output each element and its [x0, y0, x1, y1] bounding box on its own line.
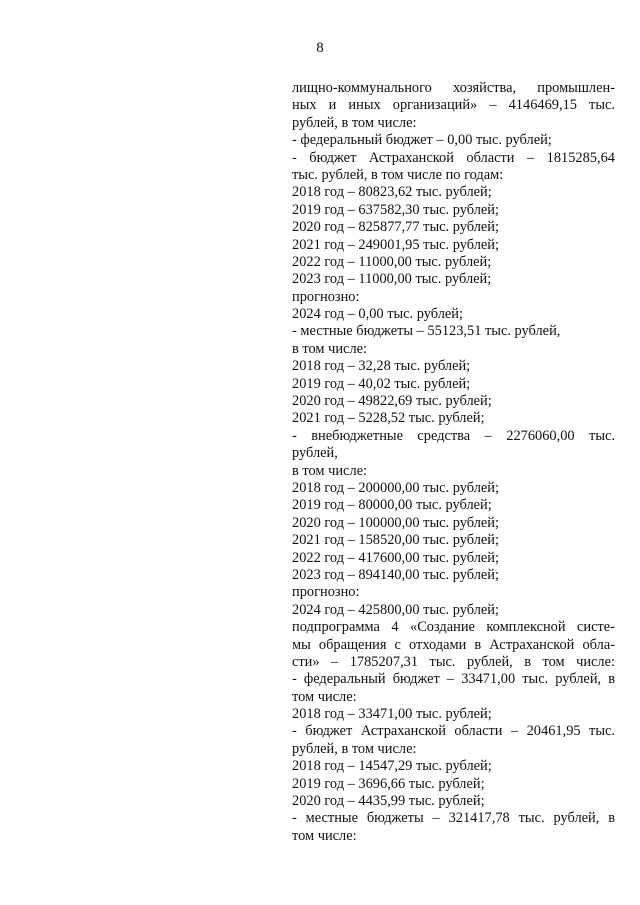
text-line: 2019 год – 80000,00 тыс. рублей; — [292, 497, 492, 514]
text-line: лищно-коммунального хозяйства, промышлен- — [292, 80, 615, 96]
text-line: - федеральный бюджет – 0,00 тыс. рублей; — [292, 132, 552, 149]
text-line: в том числе: — [292, 340, 368, 357]
text-line: 2024 год – 425800,00 тыс. рублей; — [292, 601, 499, 618]
text-line: - бюджет Астраханской области – 1815285,64 — [292, 149, 615, 166]
text-line: том числе: — [292, 827, 357, 844]
page-number: 8 — [316, 40, 324, 56]
text-line: ных и иных организаций» – 4146469,15 тыс. — [292, 97, 615, 114]
text-line: 2018 год – 14547,29 тыс. рублей; — [292, 758, 492, 775]
text-line: 2024 год – 0,00 тыс. рублей; — [292, 306, 463, 323]
text-line: - местные бюджеты – 321417,78 тыс. рублей, в — [292, 810, 615, 827]
text-line: 2019 год – 637582,30 тыс. рублей; — [292, 201, 499, 218]
text-line: сти» – 1785207,31 тыс. рублей, в том числе: — [292, 653, 615, 670]
text-line: 2018 год – 80823,62 тыс. рублей; — [292, 184, 492, 201]
text-line: рублей, в том числе: — [292, 740, 417, 757]
body-text — [292, 80, 615, 845]
text-line: 2018 год – 33471,00 тыс. рублей; — [292, 706, 492, 723]
text-line: мы обращения с отходами в Астраханской обла- — [292, 636, 615, 653]
text-line: 2022 год – 11000,00 тыс. рублей; — [292, 253, 492, 270]
text-line: 2019 год – 40,02 тыс. рублей; — [292, 375, 471, 392]
text-line: 2020 год – 4435,99 тыс. рублей; — [292, 793, 485, 810]
text-line: 2021 год – 158520,00 тыс. рублей; — [292, 532, 499, 549]
text-line: в том числе: — [292, 462, 368, 479]
text-line: рублей, в том числе: — [292, 114, 417, 131]
text-line: том числе: — [292, 688, 357, 705]
text-line: прогнозно: — [292, 288, 360, 305]
text-line: 2022 год – 417600,00 тыс. рублей; — [292, 549, 499, 566]
text-line: 2020 год – 49822,69 тыс. рублей; — [292, 393, 492, 410]
text-line: - федеральный бюджет – 33471,00 тыс. рублей, в — [292, 671, 615, 688]
text-line: прогнозно: — [292, 584, 360, 601]
text-line: 2023 год – 11000,00 тыс. рублей; — [292, 271, 492, 288]
text-line: 2021 год – 5228,52 тыс. рублей; — [292, 410, 485, 427]
text-line: 2020 год – 825877,77 тыс. рублей; — [292, 219, 499, 236]
text-line: - бюджет Астраханской области – 20461,95 тыс. — [292, 723, 615, 740]
text-line: рублей, — [292, 445, 338, 462]
text-line: 2020 год – 100000,00 тыс. рублей; — [292, 514, 499, 531]
text-line: 2019 год – 3696,66 тыс. рублей; — [292, 775, 485, 792]
text-line: 2021 год – 249001,95 тыс. рублей; — [292, 236, 499, 253]
text-line: подпрограмма 4 «Создание комплексной систе- — [292, 619, 615, 636]
text-line: - местные бюджеты – 55123,51 тыс. рублей, — [292, 323, 561, 340]
text-line: - внебюджетные средства – 2276060,00 тыс. — [292, 427, 615, 444]
text-line: 2018 год – 32,28 тыс. рублей; — [292, 358, 471, 375]
text-line: 2018 год – 200000,00 тыс. рублей; — [292, 479, 499, 496]
text-line: тыс. рублей, в том числе по годам: — [292, 166, 504, 183]
text-line: 2023 год – 894140,00 тыс. рублей; — [292, 566, 499, 583]
